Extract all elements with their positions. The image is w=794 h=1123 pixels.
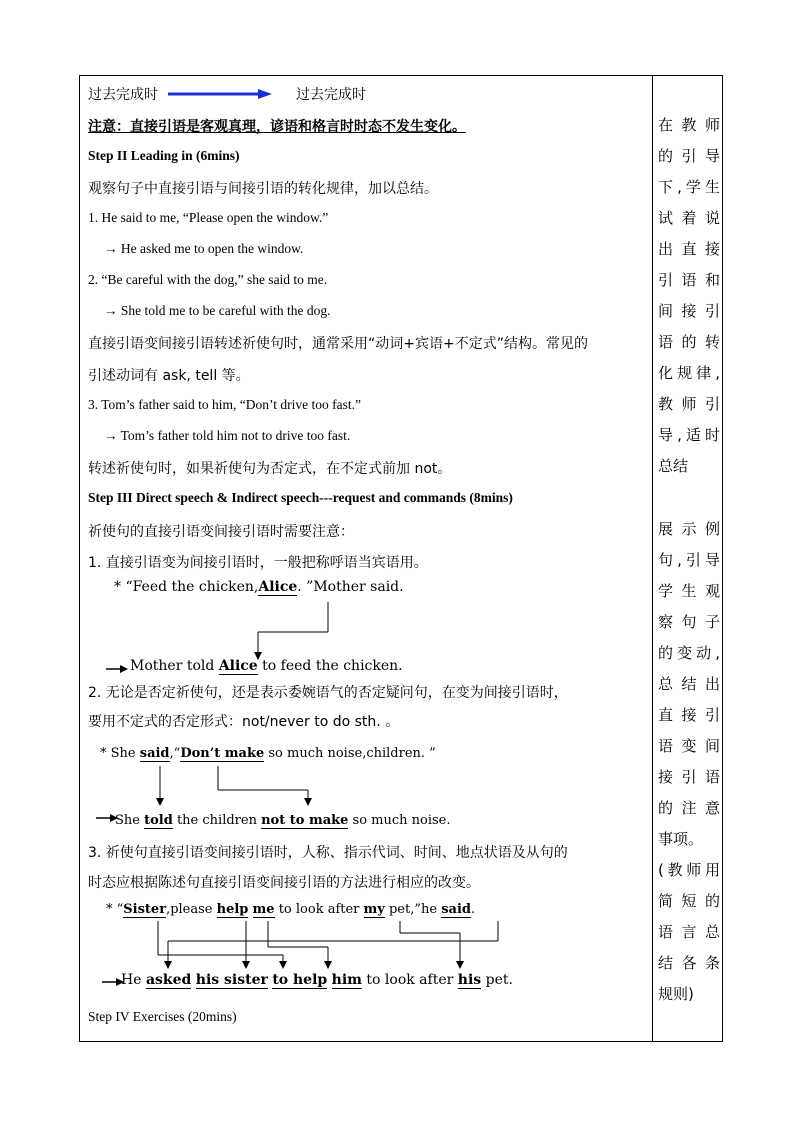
point-1: 1. 直接引语变为间接引语时，一般把称呼语当宾语用。	[88, 555, 428, 571]
s3a-sister: Sister	[123, 902, 167, 917]
main-column	[88, 76, 644, 1041]
side-note-2-line: 直接引	[658, 706, 720, 724]
side-note-2-line: 总结出	[658, 675, 720, 693]
side-note-1-line: 间接引	[658, 302, 720, 320]
s2a-said: said	[139, 746, 170, 761]
s3a-end: .	[470, 902, 476, 917]
side-note-2-line: 接引语	[658, 768, 720, 786]
step2-intro: 观察句子中直接引语与间接引语的转化规律，加以总结。	[88, 181, 438, 197]
lesson-table	[79, 75, 723, 1042]
side-note-2-line: 语言总	[658, 923, 720, 941]
point-3b: 时态应根据陈述句直接引语变间接引语的方法进行相应的改变。	[88, 875, 480, 891]
point-3a: 3. 祈使句直接引语变间接引语时，人称、指示代词、时间、地点状语及从句的	[88, 845, 568, 861]
example-3: 3. Tom’s father said to him, “Don’t drive too fast.”	[88, 397, 362, 412]
example-2: 2. “Be careful with the dog,” she said to me.	[88, 272, 328, 287]
example-1: 1. He said to me, “Please open the window.”	[88, 210, 329, 225]
s2a-dont: Don’t make	[180, 746, 265, 761]
s3b-he: He	[121, 972, 146, 988]
side-note-2-line: (教师用	[658, 861, 720, 879]
s2a-pre: * She	[100, 746, 140, 761]
rule-1a: 直接引语变间接引语转述祈使句时，通常采用“动词+宾语+不定式”结构。常见的	[88, 336, 588, 352]
side-note-2-line: 的变动,	[658, 644, 720, 662]
side-note-1-line: 语的转	[658, 333, 720, 351]
s1a-part: * “Feed the chicken,	[114, 579, 259, 595]
point-2a: 2. 无论是否定祈使句，还是表示委婉语气的否定疑问句，在变为间接引语时，	[88, 685, 568, 701]
column-divider	[652, 76, 653, 1041]
s1b-pre: Mother told	[130, 658, 219, 674]
blue-arrow-icon	[168, 86, 278, 102]
point-2b: 要用不定式的否定形式：not/never to do sth. 。	[88, 714, 400, 730]
s3a-c1: ,please	[166, 902, 217, 917]
s3a-c3: pet,”he	[384, 902, 442, 917]
s3a-star: * “	[106, 902, 124, 917]
s3b-tohelp: to help	[272, 972, 328, 988]
step2-title: Step II Leading in (6mins)	[88, 148, 240, 163]
side-note-1-line: 下,学生	[658, 178, 720, 196]
sentence-1-indirect	[130, 658, 403, 674]
s2b-post: so much noise.	[348, 813, 451, 828]
s3a-my: my	[363, 902, 385, 917]
s3b-hissister: his sister	[195, 972, 268, 988]
side-note-1-line: 的引导	[658, 147, 720, 165]
s3b-end: pet.	[481, 972, 513, 988]
s3a-me: me	[252, 902, 275, 917]
side-note-2-line: 规则)	[658, 985, 694, 1003]
side-note-2-line: 学生观	[658, 582, 720, 600]
side-note-2-line: 句,引导	[658, 551, 720, 569]
side-note-2-line: 简短的	[658, 892, 720, 910]
rule-1b: 引述动词有 ask, tell 等。	[88, 368, 250, 384]
s3a-sp	[248, 902, 252, 917]
arrow-1-icon	[106, 664, 130, 674]
side-note-1-line: 引语和	[658, 271, 720, 289]
side-column	[658, 76, 720, 1041]
example-3-converted: → Tom’s father told him not to drive too fast.	[104, 428, 351, 443]
side-note-2-line: 察句子	[658, 613, 720, 631]
s2b-notto: not to make	[261, 813, 349, 828]
step3-intro: 祈使句的直接引语变间接引语时需要注意：	[88, 524, 354, 540]
step3-title: Step III Direct speech & Indirect speech---request and commands (8mins)	[88, 490, 513, 505]
side-note-1-line: 化规律,	[658, 364, 720, 382]
side-note-1-line: 总结	[658, 457, 689, 475]
rule-2: 转述祈使句时，如果祈使句为否定式，在不定式前加 not。	[88, 461, 452, 477]
side-note-1-line: 试着说	[658, 209, 720, 227]
sentence-3-connectors	[88, 921, 648, 973]
s1a-end: . ”Mother said.	[297, 579, 404, 595]
sentence-1-direct	[114, 579, 404, 595]
sentence-3-direct	[106, 902, 475, 917]
s3a-said: said	[441, 902, 471, 917]
s2b-mid: the children	[172, 813, 262, 828]
side-note-2-line: 展示例	[658, 520, 720, 538]
s2b-told: told	[144, 813, 173, 828]
note-text: 注意：直接引语是客观真理，谚语和格言时时态不发生变化。	[88, 119, 466, 135]
sentence-2-indirect	[115, 813, 451, 828]
sentence-1-connector	[88, 596, 648, 666]
s1a-name: Alice	[258, 579, 298, 595]
s3b-him: him	[331, 972, 362, 988]
side-note-1-line: 导,适时	[658, 426, 720, 444]
s1b-post: to feed the chicken.	[257, 658, 403, 674]
s2a-post: so much noise,children. ”	[264, 746, 436, 761]
sentence-2-direct	[100, 746, 436, 761]
s1b-name: Alice	[218, 658, 258, 674]
side-note-2-line: 结各条	[658, 954, 720, 972]
s3b-sp3	[327, 972, 331, 988]
sentence-3-indirect	[121, 972, 513, 988]
side-note-2-line: 语变间	[658, 737, 720, 755]
s3b-his: his	[457, 972, 482, 988]
example-2-converted: → She told me to be careful with the dog.	[104, 303, 331, 318]
s3b-c1: to look after	[361, 972, 458, 988]
s3a-c2: to look after	[274, 902, 364, 917]
side-note-1-line: 教师引	[658, 395, 720, 413]
s3b-asked: asked	[145, 972, 192, 988]
past-perfect-left: 过去完成时	[88, 87, 158, 103]
past-perfect-right: 过去完成时	[296, 87, 366, 103]
step4-title: Step IV Exercises (20mins)	[88, 1009, 237, 1024]
sentence-2-connectors	[88, 764, 648, 814]
side-note-2-line: 事项。	[658, 830, 704, 848]
s2b-pre: She	[115, 813, 145, 828]
example-1-converted: → He asked me to open the window.	[104, 241, 304, 256]
side-note-2-line: 的注意	[658, 799, 720, 817]
side-note-1-line: 在教师	[658, 116, 720, 134]
side-note-1-line: 出直接	[658, 240, 720, 258]
s3a-help: help	[216, 902, 249, 917]
s2a-mid: ,“	[169, 746, 181, 761]
